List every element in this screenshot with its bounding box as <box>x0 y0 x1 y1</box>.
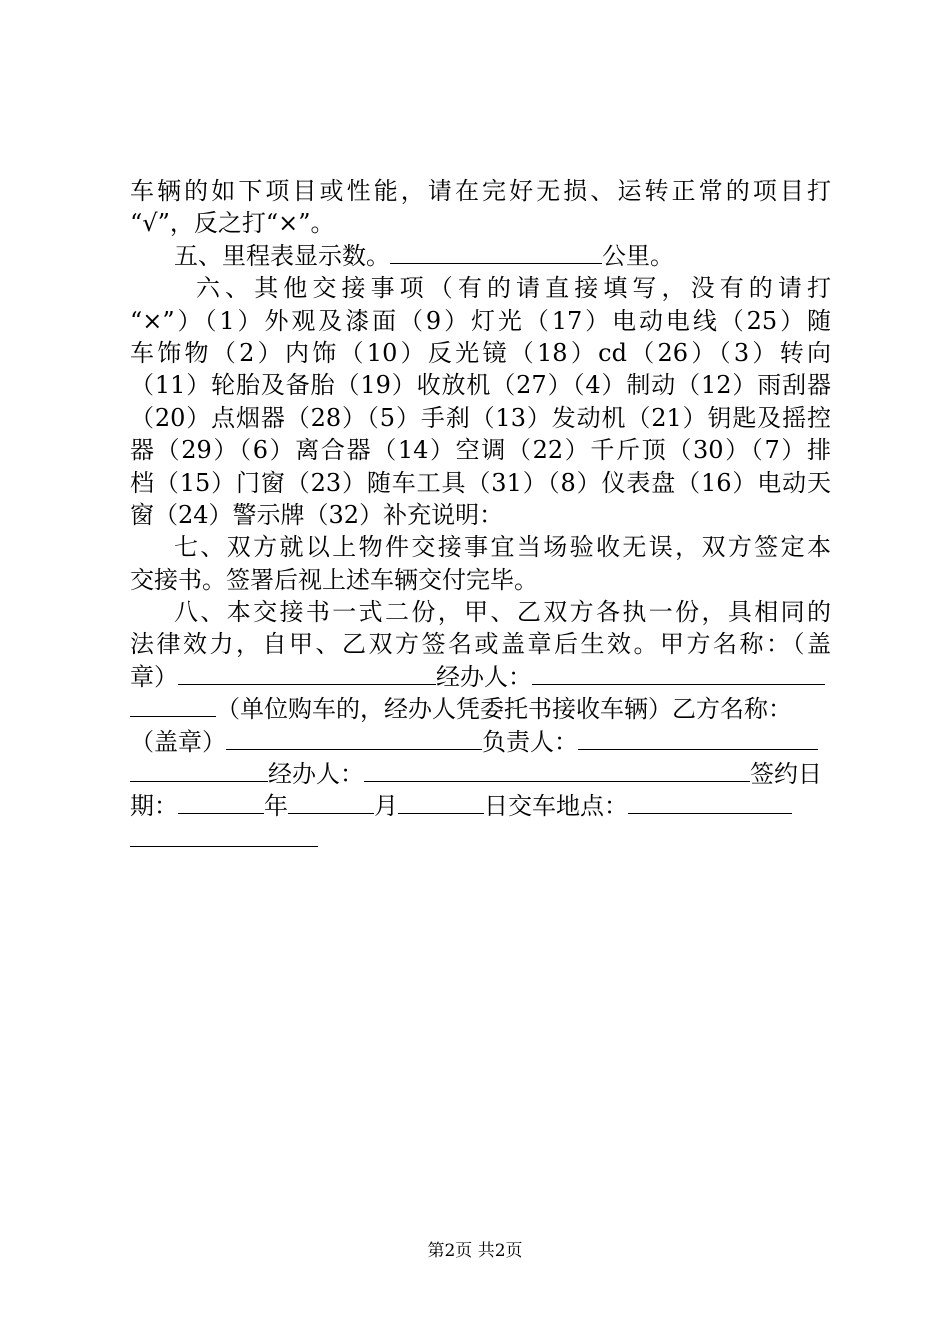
text-line: 八、本交接书一式二份，甲、乙双方各执一份，具相同的 <box>174 598 831 627</box>
party-b-leader-blank[interactable] <box>578 726 818 750</box>
party-a-agent-label: 经办人： <box>436 662 532 691</box>
party-b-agent-line <box>130 758 831 790</box>
party-a-seal-label: 章） <box>130 662 178 691</box>
text-line: “√”，反之打“×”。 <box>130 209 335 238</box>
year-label: 年 <box>264 792 288 821</box>
party-b-name-blank[interactable] <box>226 726 482 750</box>
party-b-leader-label: 负责人： <box>482 727 578 756</box>
text-line: 器（29）（6）离合器（14）空调（22）千斤顶（30）（7）排 <box>130 436 831 465</box>
party-b-line <box>130 726 831 758</box>
document-body <box>130 175 831 855</box>
party-a-line <box>130 661 831 693</box>
text-line: 交接书。签署后视上述车辆交付完毕。 <box>130 565 538 594</box>
unit-note-line <box>130 693 831 725</box>
text-line: 七、双方就以上物件交接事宜当场验收无误，双方签定本 <box>174 533 831 562</box>
party-b-leader-blank-cont[interactable] <box>130 758 268 782</box>
day-blank[interactable] <box>398 790 484 814</box>
party-b-agent-label: 经办人： <box>268 760 364 789</box>
party-a-name-blank[interactable] <box>178 661 436 685</box>
date-place-line <box>130 790 831 822</box>
unit-note: （单位购车的，经办人凭委托书接收车辆）乙方名称： <box>216 695 792 724</box>
month-blank[interactable] <box>288 790 374 814</box>
place-blank-line <box>130 823 831 855</box>
text-line: 档（15）门窗（23）随车工具（31）（8）仪表盘（16）电动天 <box>130 468 831 497</box>
page-footer: 第2页 共2页 <box>427 1241 523 1261</box>
text-line: 法律效力，自甲、乙双方签名或盖章后生效。甲方名称：（盖 <box>130 630 831 659</box>
month-label: 月 <box>374 792 398 821</box>
party-b-agent-blank[interactable] <box>364 758 750 782</box>
text-line: “×”）（1）外观及漆面（9）灯光（17）电动电线（25）随 <box>130 306 831 335</box>
text-line: （20）点烟器（28）（5）手刹（13）发动机（21）钥匙及摇控 <box>130 403 831 432</box>
place-blank-cont[interactable] <box>130 823 318 847</box>
party-a-agent-blank-cont[interactable] <box>130 693 216 717</box>
odometer-blank[interactable] <box>390 240 602 264</box>
place-blank[interactable] <box>628 790 792 814</box>
odometer-label: 五、里程表显示数。 <box>174 241 390 270</box>
party-a-agent-blank[interactable] <box>532 661 825 685</box>
odometer-unit: 公里。 <box>602 241 674 270</box>
party-b-seal-label: （盖章） <box>130 727 226 756</box>
text-line: （11）轮胎及备胎（19）收放机（27）（4）制动（12）雨刮器 <box>130 371 831 400</box>
sign-date-label-cont: 期： <box>130 792 178 821</box>
sign-date-label: 签约日 <box>750 760 822 789</box>
year-blank[interactable] <box>178 790 264 814</box>
text-line: 车辆的如下项目或性能，请在完好无损、运转正常的项目打 <box>130 177 831 205</box>
day-place-label: 日交车地点： <box>484 792 628 821</box>
text-line: 六、其他交接事项（有的请直接填写，没有的请打 <box>196 274 831 303</box>
text-line: 车饰物（2）内饰（10）反光镜（18）cd（26）（3）转向 <box>130 338 831 367</box>
odometer-line <box>130 240 831 272</box>
text-line: 窗（24）警示牌（32）补充说明： <box>130 500 504 529</box>
